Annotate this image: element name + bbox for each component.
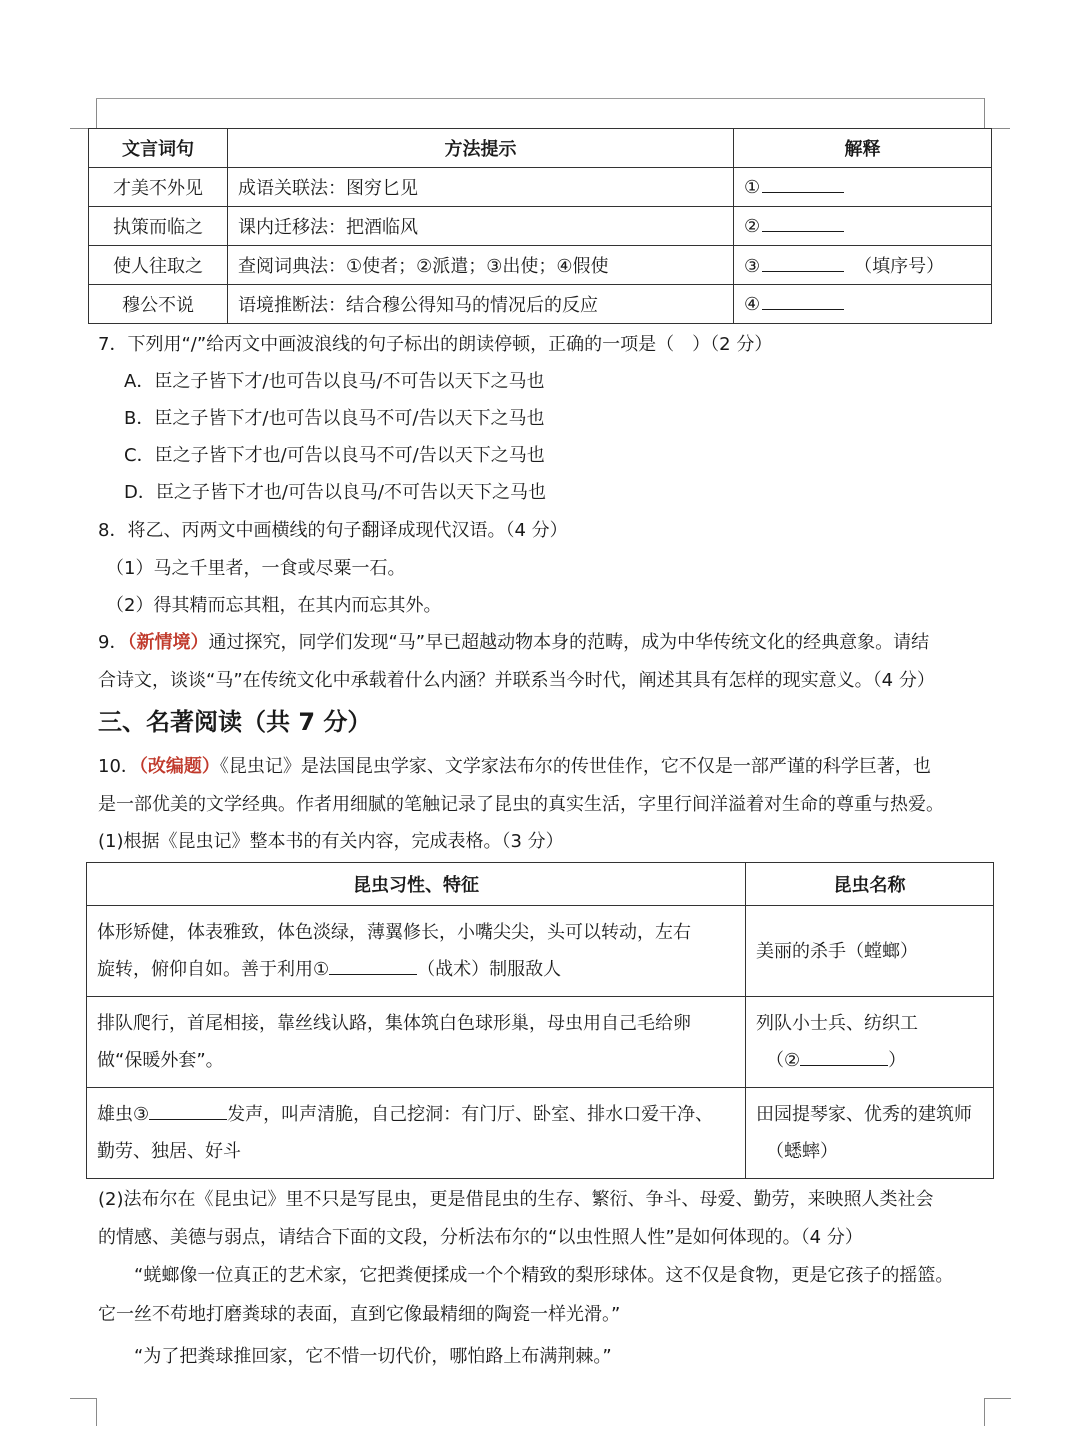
phrase-cell: 穆公不说: [89, 285, 228, 324]
q7-option-b[interactable]: B．臣之子皆下才/也可告以良马不可/告以天下之马也: [124, 408, 545, 429]
table-row: [89, 246, 992, 285]
table-row: [89, 168, 992, 207]
q9-line1: [98, 628, 929, 654]
answer-blank[interactable]: [762, 176, 844, 193]
crop-mark: [984, 98, 985, 128]
insect-name-cell: 田园提琴家、优秀的建筑师 （蟋蟀）: [746, 1088, 994, 1179]
crop-mark: [96, 98, 97, 128]
habits-line: 排队爬行，首尾相接，靠丝线认路，集体筑白色球形巢，母虫用自己毛给卵: [97, 1013, 691, 1034]
quote-1-line2: 它一丝不苟地打磨粪球的表面，直到它像最精细的陶瓷一样光滑。”: [98, 1304, 621, 1325]
method-cell: 语境推断法：结合穆公得知马的情况后的反应: [228, 285, 734, 324]
method-cell: 成语关联法：图穷匕见: [228, 168, 734, 207]
crop-mark: [70, 1398, 97, 1399]
quote-2: “为了把粪球推回家，它不惜一切代价，哪怕路上布满荆棘。”: [134, 1346, 612, 1367]
habits-line: 旋转，俯仰自如。善于利用① （战术）制服敌人: [97, 959, 562, 980]
habits-cell: [87, 997, 746, 1088]
section-heading: 三、名著阅读（共 7 分）: [98, 708, 372, 736]
answer-blank[interactable]: [149, 1103, 227, 1120]
q10-line1: [98, 752, 931, 778]
answer-note: （填序号）: [854, 256, 945, 277]
habits-cell: [87, 1088, 746, 1179]
answer-cell[interactable]: [734, 207, 992, 246]
answer-blank[interactable]: [762, 293, 844, 310]
method-cell: 课内迁移法：把酒临风: [228, 207, 734, 246]
col-header-explanation: 解释: [734, 129, 992, 168]
answer-blank[interactable]: [762, 255, 844, 272]
q9-number: 9．: [98, 632, 128, 653]
q10-number: 10．: [98, 756, 139, 777]
answer-blank[interactable]: [762, 215, 844, 232]
table-row: [87, 997, 994, 1088]
q9-line2: 合诗文，谈谈“马”在传统文化中承载着什么内涵？并联系当今时代，阐述其具有怎样的现实意义。（4 分）: [98, 670, 935, 691]
answer-number: ①: [744, 177, 761, 198]
q7-option-a[interactable]: A．臣之子皆下才/也可告以良马/不可告以天下之马也: [124, 371, 545, 392]
q10-line2: 是一部优美的文学经典。作者用细腻的笔触记录了昆虫的真实生活，字里行间洋溢着对生命的尊重与热爱。: [98, 794, 944, 815]
q10-sub2-line2: 的情感、美德与弱点，请结合下面的文段，分析法布尔的“以虫性照人性”是如何体现的。（4 分）: [98, 1227, 863, 1248]
table-row: [89, 285, 992, 324]
col-header-method: 方法提示: [228, 129, 734, 168]
phrase-cell: 执策而临之: [89, 207, 228, 246]
answer-number: ③: [744, 256, 761, 277]
q10-tag: （改编题）: [138, 756, 220, 777]
crop-mark: [984, 1398, 985, 1426]
q8-stem: 8．将乙、丙两文中画横线的句子翻译成现代汉语。（4 分）: [98, 520, 568, 541]
insect-table: [86, 862, 994, 1179]
q9-text1: 通过探究，同学们发现“马”早已超越动物本身的范畴，成为中华传统文化的经典意象。请结: [208, 632, 930, 653]
col-header-habits: 昆虫习性、特征: [87, 863, 746, 906]
phrase-cell: 才美不外见: [89, 168, 228, 207]
habits-cell: [87, 906, 746, 997]
answer-blank[interactable]: [800, 1049, 888, 1066]
answer-blank[interactable]: [329, 958, 417, 975]
q7-stem: 7．下列用“/”给丙文中画波浪线的句子标出的朗读停顿，正确的一项是（ ）（2 分）: [98, 334, 773, 355]
table-row: [89, 207, 992, 246]
answer-number: ④: [744, 294, 761, 315]
q8-item-2: （2）得其精而忘其粗，在其内而忘其外。: [106, 595, 442, 616]
q10-text1: 《昆虫记》是法国昆虫学家、文学家法布尔的传世佳作，它不仅是一部严谨的科学巨著，也: [219, 756, 931, 777]
method-cell: 查阅词典法：①使者；②派遣；③出使；④假使: [228, 246, 734, 285]
q10-sub2-line1: (2)法布尔在《昆虫记》里不只是写昆虫，更是借昆虫的生存、繁衍、争斗、母爱、勤劳，来映照人类社会: [98, 1189, 934, 1210]
answer-cell[interactable]: [734, 246, 992, 285]
table-row: [87, 906, 994, 997]
q7-option-c[interactable]: C．臣之子皆下才也/可告以良马不可/告以天下之马也: [124, 445, 545, 466]
q8-item-1: （1）马之千里者，一食或尽粟一石。: [106, 558, 406, 579]
answer-cell[interactable]: [734, 168, 992, 207]
col-header-insect-name: 昆虫名称: [746, 863, 994, 906]
crop-mark: [984, 1398, 1011, 1399]
crop-mark: [96, 1398, 97, 1426]
page-top-rule: [96, 98, 984, 99]
quote-1-line1: “蜣螂像一位真正的艺术家，它把粪便揉成一个个精致的梨形球体。这不仅是食物，更是它孩子的摇篮。: [134, 1265, 954, 1286]
col-header-phrase: 文言词句: [89, 129, 228, 168]
crop-mark: [70, 128, 90, 129]
phrase-cell: 使人往取之: [89, 246, 228, 285]
insect-name-cell: 列队小士兵、纺织工 （② ）: [746, 997, 994, 1088]
q7-option-d[interactable]: D．臣之子皆下才也/可告以良马/不可告以天下之马也: [124, 482, 546, 503]
classical-words-table: [88, 128, 992, 324]
crop-mark: [990, 128, 1010, 129]
q9-tag: （新情境）: [127, 632, 209, 653]
habits-line: 雄虫③ 发声，叫声清脆，自己挖洞：有门厅、卧室、排水口爱干净、: [97, 1104, 714, 1125]
habits-line: 体形矫健，体表雅致，体色淡绿，薄翼修长，小嘴尖尖，头可以转动，左右: [97, 922, 691, 943]
q10-sub1: (1)根据《昆虫记》整本书的有关内容，完成表格。（3 分）: [98, 831, 564, 852]
answer-cell[interactable]: [734, 285, 992, 324]
answer-number: ②: [744, 216, 761, 237]
habits-line: 做“保暖外套”。: [97, 1050, 224, 1071]
habits-line: 勤劳、独居、好斗: [97, 1141, 241, 1162]
insect-name-cell: 美丽的杀手（螳螂）: [746, 906, 994, 997]
table-row: [87, 1088, 994, 1179]
